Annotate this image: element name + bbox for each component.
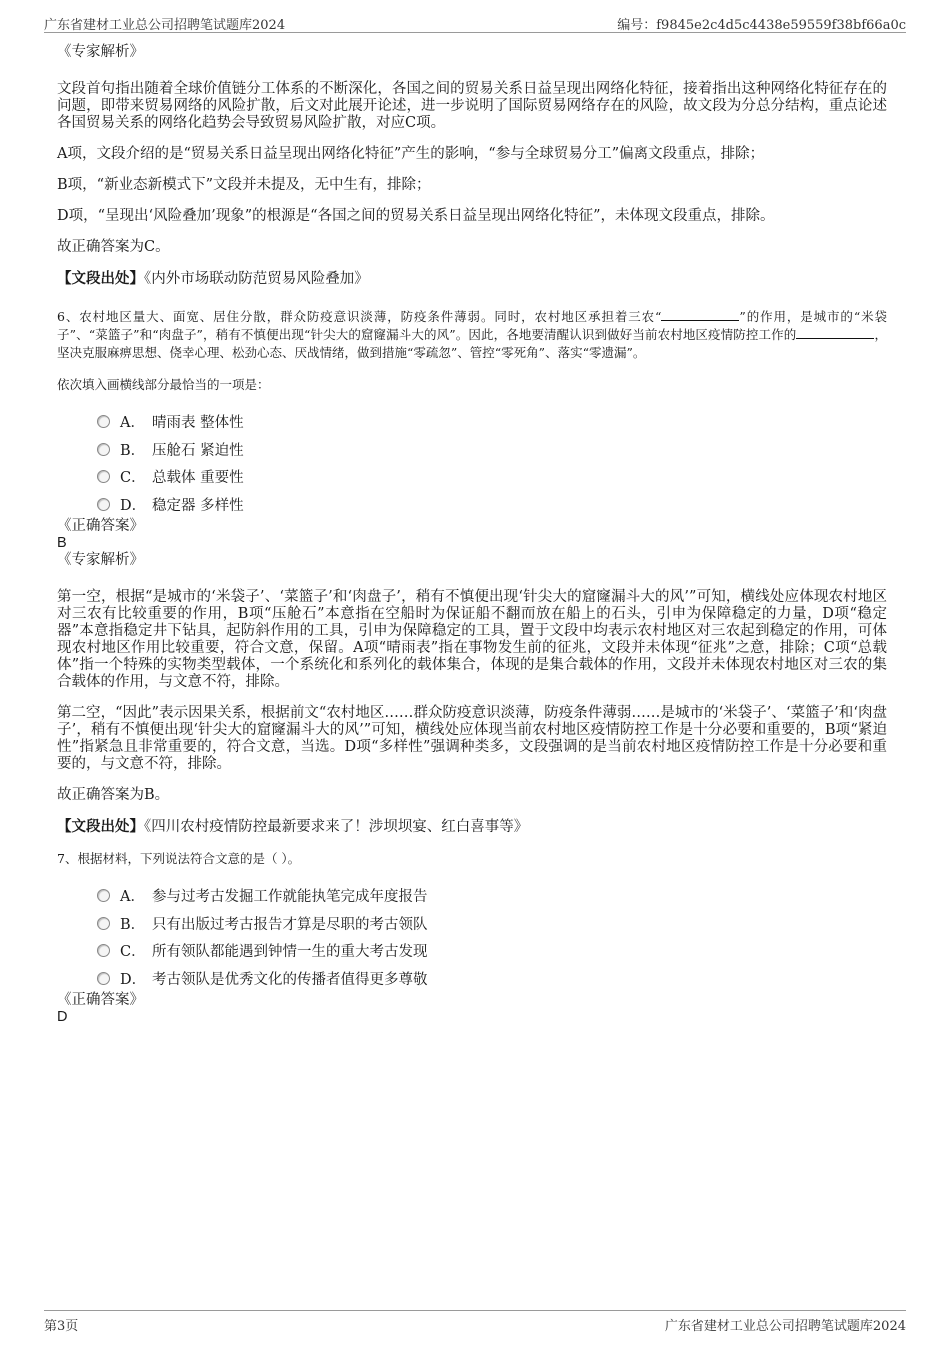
footer-page-number: 第3页 <box>44 1319 79 1334</box>
q6-option-d[interactable] <box>97 491 887 519</box>
q7-option-letter: D． <box>120 971 147 988</box>
q7-option-b[interactable] <box>97 910 887 938</box>
q7-option-letter: A． <box>120 889 145 906</box>
q6-option-letter: B． <box>120 442 146 459</box>
q5-option-d-analysis: D项，“呈现出‘风险叠加’现象”的根源是“各国之间的贸易关系日益呈现出网络化特征”，未体现文段重点，排除。 <box>57 208 775 224</box>
q6-blank-2 <box>796 326 874 339</box>
q6-stem <box>57 308 887 362</box>
q7-option-text: 只有出版过考古报告才算是尽职的考古领队 <box>152 916 428 933</box>
q5-conclusion: 故正确答案为C。 <box>57 239 170 255</box>
q6-answer: B <box>57 535 67 551</box>
q7-option-a[interactable] <box>97 882 887 910</box>
q6-stem-part-1: 6、农村地区量大、面宽、居住分散，群众防疫意识淡薄，防疫条件薄弱。同时，农村地区承担着三农“ <box>57 309 662 324</box>
q6-source-title: 《四川农村疫情防控最新要求来了！涉坝坝宴、红白喜事等》 <box>144 819 529 835</box>
q6-option-text: 稳定器 多样性 <box>152 497 244 514</box>
q6-option-letter: C． <box>120 470 146 487</box>
q6-analysis-label: 《专家解析》 <box>57 552 144 568</box>
radio-icon[interactable] <box>97 917 110 930</box>
q6-source <box>57 818 887 836</box>
q6-stem-part-3: ，坚决克服麻痹思想、侥幸心理、松劲心态、厌战情绪，做到措施“零疏忽”、管控“零死角”、落实“零遗漏”。 <box>57 327 887 360</box>
q6-option-letter: D． <box>120 497 147 514</box>
q7-options <box>97 882 887 992</box>
q6-blank-1 <box>661 308 739 321</box>
q6-option-letter: A． <box>120 415 145 432</box>
q6-option-text: 晴雨表 整体性 <box>152 415 244 432</box>
page-content <box>57 44 887 1026</box>
radio-icon[interactable] <box>97 498 110 511</box>
radio-icon[interactable] <box>97 470 110 483</box>
q5-option-b-analysis: B项，“新业态新模式下”文段并未提及，无中生有，排除； <box>57 177 431 193</box>
q6-option-b[interactable] <box>97 436 887 464</box>
q7-stem: 7、根据材料，下列说法符合文意的是（ ）。 <box>57 851 301 866</box>
q6-option-a[interactable] <box>97 408 887 436</box>
q6-option-text: 压舱石 紧迫性 <box>152 442 244 459</box>
radio-icon[interactable] <box>97 972 110 985</box>
radio-icon[interactable] <box>97 889 110 902</box>
q6-answer-label: 《正确答案》 <box>57 518 144 534</box>
q7-option-text: 参与过考古发掘工作就能执笔完成年度报告 <box>152 889 428 906</box>
q7-option-c[interactable] <box>97 937 887 965</box>
q6-stem-part-2: ”的作用，是城市的“米袋子”、“菜篮子”和“肉盘子”，稍有不慎便出现“针尖大的窟窿漏斗大的风”。因此，各地要清醒认识到做好当前农村地区疫情防控工作的 <box>57 309 887 342</box>
header-title: 广东省建材工业总公司招聘笔试题库2024 <box>44 18 286 33</box>
page-footer <box>44 1310 906 1333</box>
q6-options <box>97 408 887 518</box>
q7-answer-label: 《正确答案》 <box>57 992 144 1008</box>
q6-option-text: 总载体 重要性 <box>152 470 244 487</box>
q5-option-a-analysis: A项，文段介绍的是“贸易关系日益呈现出网络化特征”产生的影响，“参与全球贸易分工”偏离文段重点，排除； <box>57 146 765 162</box>
q6-analysis-paragraph-1: 第一空，根据“是城市的‘米袋子’、‘菜篮子’和‘肉盘子’，稍有不慎便出现‘针尖大的窟窿漏斗大的风’”可知，横线处应体现农村地区对三农有比较重要的作用，B项“压舱石”本意指在空船时为保证船不翻而放在船上的石头，引申为保障稳定的力量，D项“稳定器”本意指稳定井下钻具，起防斜作用的工具，引申为保障稳定的工具，置于文段中均表示农村地区对三农起到稳定的作用，可体现农村地区作用比较重要，符合文意，保留。A项“晴雨表”指在事物发生前的征兆，文段并未体现“征兆”之意，排除；C项“总载体”指一个特殊的实物类型载体，一个系统化和系列化的载体集合，体现的是集合载体的作用，文段并未体现农村地区对三农的集合载体的作用，与文意不符，排除。 <box>57 589 887 690</box>
q7-answer: D <box>57 1009 68 1025</box>
q7-option-text: 考古领队是优秀文化的传播者值得更多尊敬 <box>152 971 428 988</box>
footer-title: 广东省建材工业总公司招聘笔试题库2024 <box>664 1319 906 1334</box>
q7-option-letter: C． <box>120 944 146 961</box>
q7-option-letter: B． <box>120 916 146 933</box>
radio-icon[interactable] <box>97 415 110 428</box>
q5-source-label: 【文段出处】 <box>57 270 144 287</box>
radio-icon[interactable] <box>97 944 110 957</box>
q5-analysis-paragraph: 文段首句指出随着全球价值链分工体系的不断深化，各国之间的贸易关系日益呈现出网络化特征，接着指出这种网络化特征存在的问题，即带来贸易网络的风险扩散，后文对此展开论述，进一步说明了国际贸易网络存在的风险，故文段为分总分结构，重点论述各国贸易关系的网络化趋势会导致贸易风险扩散，对应C项。 <box>57 81 887 131</box>
q6-option-c[interactable] <box>97 463 887 491</box>
q5-source <box>57 270 887 288</box>
radio-icon[interactable] <box>97 443 110 456</box>
q6-conclusion: 故正确答案为B。 <box>57 787 170 803</box>
q5-source-title: 《内外市场联动防范贸易风险叠加》 <box>144 271 369 287</box>
q5-analysis-label: 《专家解析》 <box>57 44 144 60</box>
q6-analysis-paragraph-2: 第二空，“因此”表示因果关系，根据前文“农村地区……群众防疫意识淡薄，防疫条件薄弱……是城市的‘米袋子’、‘菜篮子’和‘肉盘子’，稍有不慎便出现‘针尖大的窟窿漏斗大的风’”可知，横线处应体现当前农村地区疫情防控工作是十分必要和重要的，B项“紧迫性”指紧急且非常重要的，符合文意，当选。D项“多样性”强调种类多，文段强调的是当前农村地区疫情防控工作是十分必要和重要的，与文意不符，排除。 <box>57 705 887 772</box>
q7-option-text: 所有领队都能遇到钟情一生的重大考古发现 <box>152 944 428 961</box>
q7-option-d[interactable] <box>97 965 887 993</box>
q6-prompt: 依次填入画横线部分最恰当的一项是： <box>57 377 270 392</box>
q6-source-label: 【文段出处】 <box>57 818 144 835</box>
header-code: 编号：f9845e2c4d5c4438e59559f38bf66a0c <box>617 18 906 33</box>
page-header <box>44 12 906 33</box>
